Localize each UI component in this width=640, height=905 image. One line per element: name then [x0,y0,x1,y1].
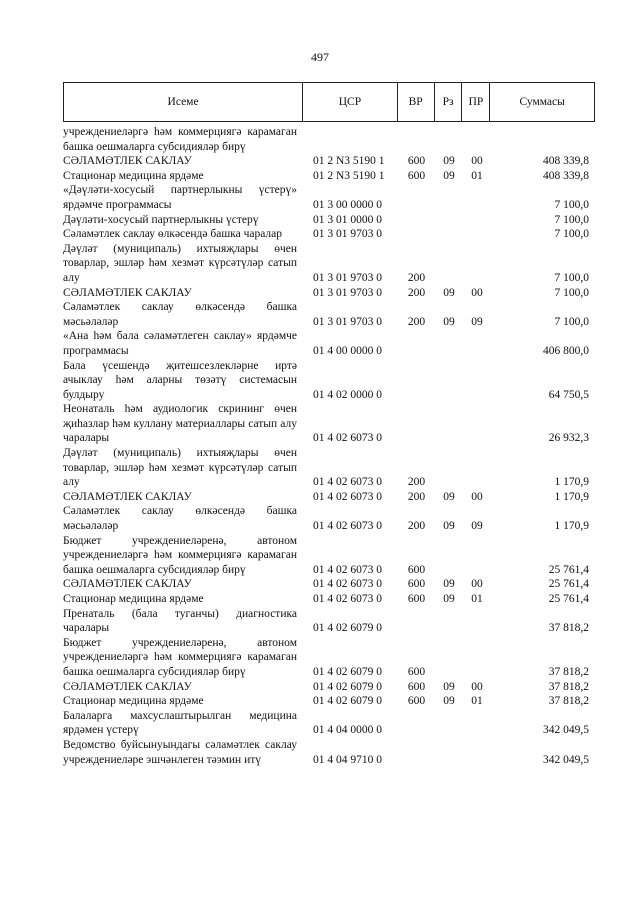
table-row [63,242,595,286]
cell-name: Сәламәтлек саклау өлкәсендә башка чаралар [63,228,283,241]
table-header [63,82,595,122]
cell-csr: 01 4 04 0000 0 [313,724,382,737]
cell-pr: 00 [471,680,483,693]
cell-csr: 01 3 01 9703 0 [313,315,382,328]
cell-vr: 200 [407,286,426,299]
cell-sum: 408 339,8 [543,155,589,168]
table-row [63,577,595,592]
cell-sum: 25 761,4 [548,563,589,576]
cell-sum: 25 761,4 [548,578,589,591]
cell-sum: 26 932,3 [548,432,589,445]
cell-sum: 7 100,0 [554,315,589,328]
cell-sum: 406 800,0 [543,344,589,357]
cell-csr: 01 3 00 0000 0 [313,198,382,211]
cell-vr: 600 [407,578,426,591]
cell-csr: 01 3 01 0000 0 [313,213,382,226]
cell-rz: 09 [443,155,455,168]
table-row [63,227,595,242]
cell-pr: 01 [471,695,483,708]
cell-rz: 09 [443,578,455,591]
cell-rz: 09 [443,680,455,693]
cell-csr: 01 4 02 6073 0 [313,578,382,591]
table-row [63,709,595,738]
cell-name: Стационар медицина ярдәме [63,169,204,182]
table-row [63,504,595,533]
cell-name: Балаларга махсуслаштырылган медицина ярдәмен үстерү [63,709,297,737]
cell-vr: 600 [407,665,426,678]
cell-csr: 01 4 02 6073 0 [313,432,382,445]
cell-pr: 00 [471,578,483,591]
cell-name: СӘЛАМӘТЛЕК САКЛАУ [63,155,192,168]
cell-vr: 200 [407,271,426,284]
cell-sum: 25 761,4 [548,593,589,605]
cell-name: Сәламәтлек саклау өлкәсендә башка мәсьәләләр [63,301,297,328]
cell-vr: 600 [407,593,426,605]
cell-csr: 01 3 01 9703 0 [313,228,382,241]
cell-sum: 342 049,5 [543,753,589,766]
cell-rz: 09 [443,695,455,708]
table-row [63,636,595,680]
cell-sum: 64 750,5 [548,388,589,401]
cell-vr: 200 [407,520,426,533]
budget-table [63,82,595,767]
cell-name: «Ана һәм бала сәламәтлеген саклау» ярдәмче программасы [63,330,297,357]
table-body [63,122,595,767]
cell-csr: 01 2 N3 5190 1 [313,155,385,168]
cell-name: Бюджет учреждениеләренә, автоном учреждениеләргә һәм коммерциягә карамаган башка оешмаларга субсидияләр бирү [63,534,297,576]
cell-pr: 00 [471,286,483,299]
cell-csr: 01 4 02 6079 0 [313,665,382,678]
table-row [63,534,595,578]
cell-name: СӘЛАМӘТЛЕК САКЛАУ [63,490,192,503]
cell-pr: 00 [471,490,483,503]
cell-vr: 600 [407,155,426,168]
cell-rz: 09 [443,169,455,182]
header-pr: ПР [462,83,490,121]
cell-name: Стационар медицина ярдәме [63,593,204,605]
cell-rz: 09 [443,520,455,533]
cell-csr: 01 3 01 9703 0 [313,271,382,284]
cell-vr: 600 [407,680,426,693]
header-csr: ЦСР [303,83,398,121]
table-row [63,169,595,184]
cell-csr: 01 4 04 9710 0 [313,753,382,766]
cell-name: Ведомство буйсынуындагы сәламәтлек саклау учреждениеләре эшчәнлеген тәэмин итү [63,738,297,766]
cell-vr: 200 [407,490,426,503]
cell-name: Сәламәтлек саклау өлкәсендә башка мәсьәләләр [63,505,297,533]
cell-name: Дәүләт (муниципаль) ихтыяҗлары өчен товарлар, эшләр һәм хезмәт күрсәтүләр сатып алу [63,242,297,284]
cell-rz: 09 [443,490,455,503]
table-row [63,213,595,228]
cell-sum: 37 818,2 [548,680,589,693]
page-number: 497 [311,50,329,64]
cell-name: учреждениеләргә һәм коммерциягә карамаган башка оешмаларга субсидияләр бирү [63,126,297,153]
cell-name: Стационар медицина ярдәме [63,695,204,708]
cell-rz: 09 [443,286,455,299]
table-row [63,125,595,154]
cell-pr: 01 [471,593,483,605]
cell-pr: 09 [471,315,483,328]
table-row [63,402,595,446]
table-row [63,446,595,490]
cell-name: Бала үсешендә җитешсезлекләрне иртә ачыклау һәм аларны төзәтү системасын булдыру [63,359,297,401]
cell-csr: 01 4 02 6079 0 [313,680,382,693]
cell-sum: 1 170,9 [554,490,589,503]
cell-sum: 7 100,0 [554,271,589,284]
table-row [63,154,595,169]
cell-name: Пренаталь (бала туганчы) диагностика чаралары [63,607,297,635]
table-row [63,300,595,329]
cell-sum: 342 049,5 [543,724,589,737]
table-row [63,359,595,403]
header-rz: Рз [435,83,463,121]
cell-csr: 01 4 02 6079 0 [313,622,382,635]
cell-sum: 7 100,0 [554,213,589,226]
cell-csr: 01 2 N3 5190 1 [313,169,385,182]
table-row [63,694,595,709]
cell-csr: 01 3 01 9703 0 [313,286,382,299]
cell-name: Бюджет учреждениеләренә, автоном учреждениеләргә һәм коммерциягә карамаган башка оешмаларга субсидияләр бирү [63,636,297,678]
table-row [63,183,595,212]
cell-vr: 600 [407,563,426,576]
cell-name: СӘЛАМӘТЛЕК САКЛАУ [63,578,192,591]
cell-rz: 09 [443,315,455,328]
cell-sum: 7 100,0 [554,228,589,241]
cell-vr: 600 [407,169,426,182]
cell-vr: 200 [407,476,426,489]
cell-csr: 01 4 02 6073 0 [313,593,382,605]
cell-sum: 37 818,2 [548,622,589,635]
cell-rz: 09 [443,593,455,605]
cell-csr: 01 4 02 6079 0 [313,695,382,708]
cell-csr: 01 4 02 6073 0 [313,476,382,489]
cell-name: СӘЛАМӘТЛЕК САКЛАУ [63,286,192,299]
cell-name: Дәүләти-хосусый партнерлыкны үстерү [63,213,259,226]
cell-sum: 408 339,8 [543,169,589,182]
cell-csr: 01 4 00 0000 0 [313,344,382,357]
cell-sum: 7 100,0 [554,286,589,299]
cell-pr: 00 [471,155,483,168]
table-row [63,680,595,695]
cell-csr: 01 4 02 6073 0 [313,520,382,533]
cell-name: Дәүләт (муниципаль) ихтыяҗлары өчен товарлар, эшләр һәм хезмәт күрсәтүләр сатып алу [63,447,297,489]
cell-csr: 01 4 02 0000 0 [313,388,382,401]
cell-sum: 1 170,9 [554,476,589,489]
cell-sum: 37 818,2 [548,695,589,708]
cell-pr: 01 [471,169,483,182]
cell-name: СӘЛАМӘТЛЕК САКЛАУ [63,680,192,693]
cell-sum: 7 100,0 [554,198,589,211]
header-vr: ВР [398,83,435,121]
cell-name: «Дәүләти-хосусый партнерлыкны үстерү» ярдәмче программасы [63,184,297,211]
cell-name: Неонаталь һәм аудиологик скрининг өчен җиһазлар һәм куллану материаллары сатып алу чаралары [63,403,297,445]
table-row [63,329,595,358]
table-row [63,607,595,636]
cell-sum: 37 818,2 [548,665,589,678]
cell-csr: 01 4 02 6073 0 [313,563,382,576]
cell-vr: 600 [407,695,426,708]
table-row [63,738,595,767]
table-row [63,286,595,301]
cell-vr: 200 [407,315,426,328]
table-row [63,490,595,505]
header-name: Исеме [64,83,303,121]
cell-pr: 09 [471,520,483,533]
cell-csr: 01 4 02 6073 0 [313,490,382,503]
header-sum: Суммасы [519,96,565,108]
cell-sum: 1 170,9 [554,520,589,533]
table-row [63,592,595,607]
